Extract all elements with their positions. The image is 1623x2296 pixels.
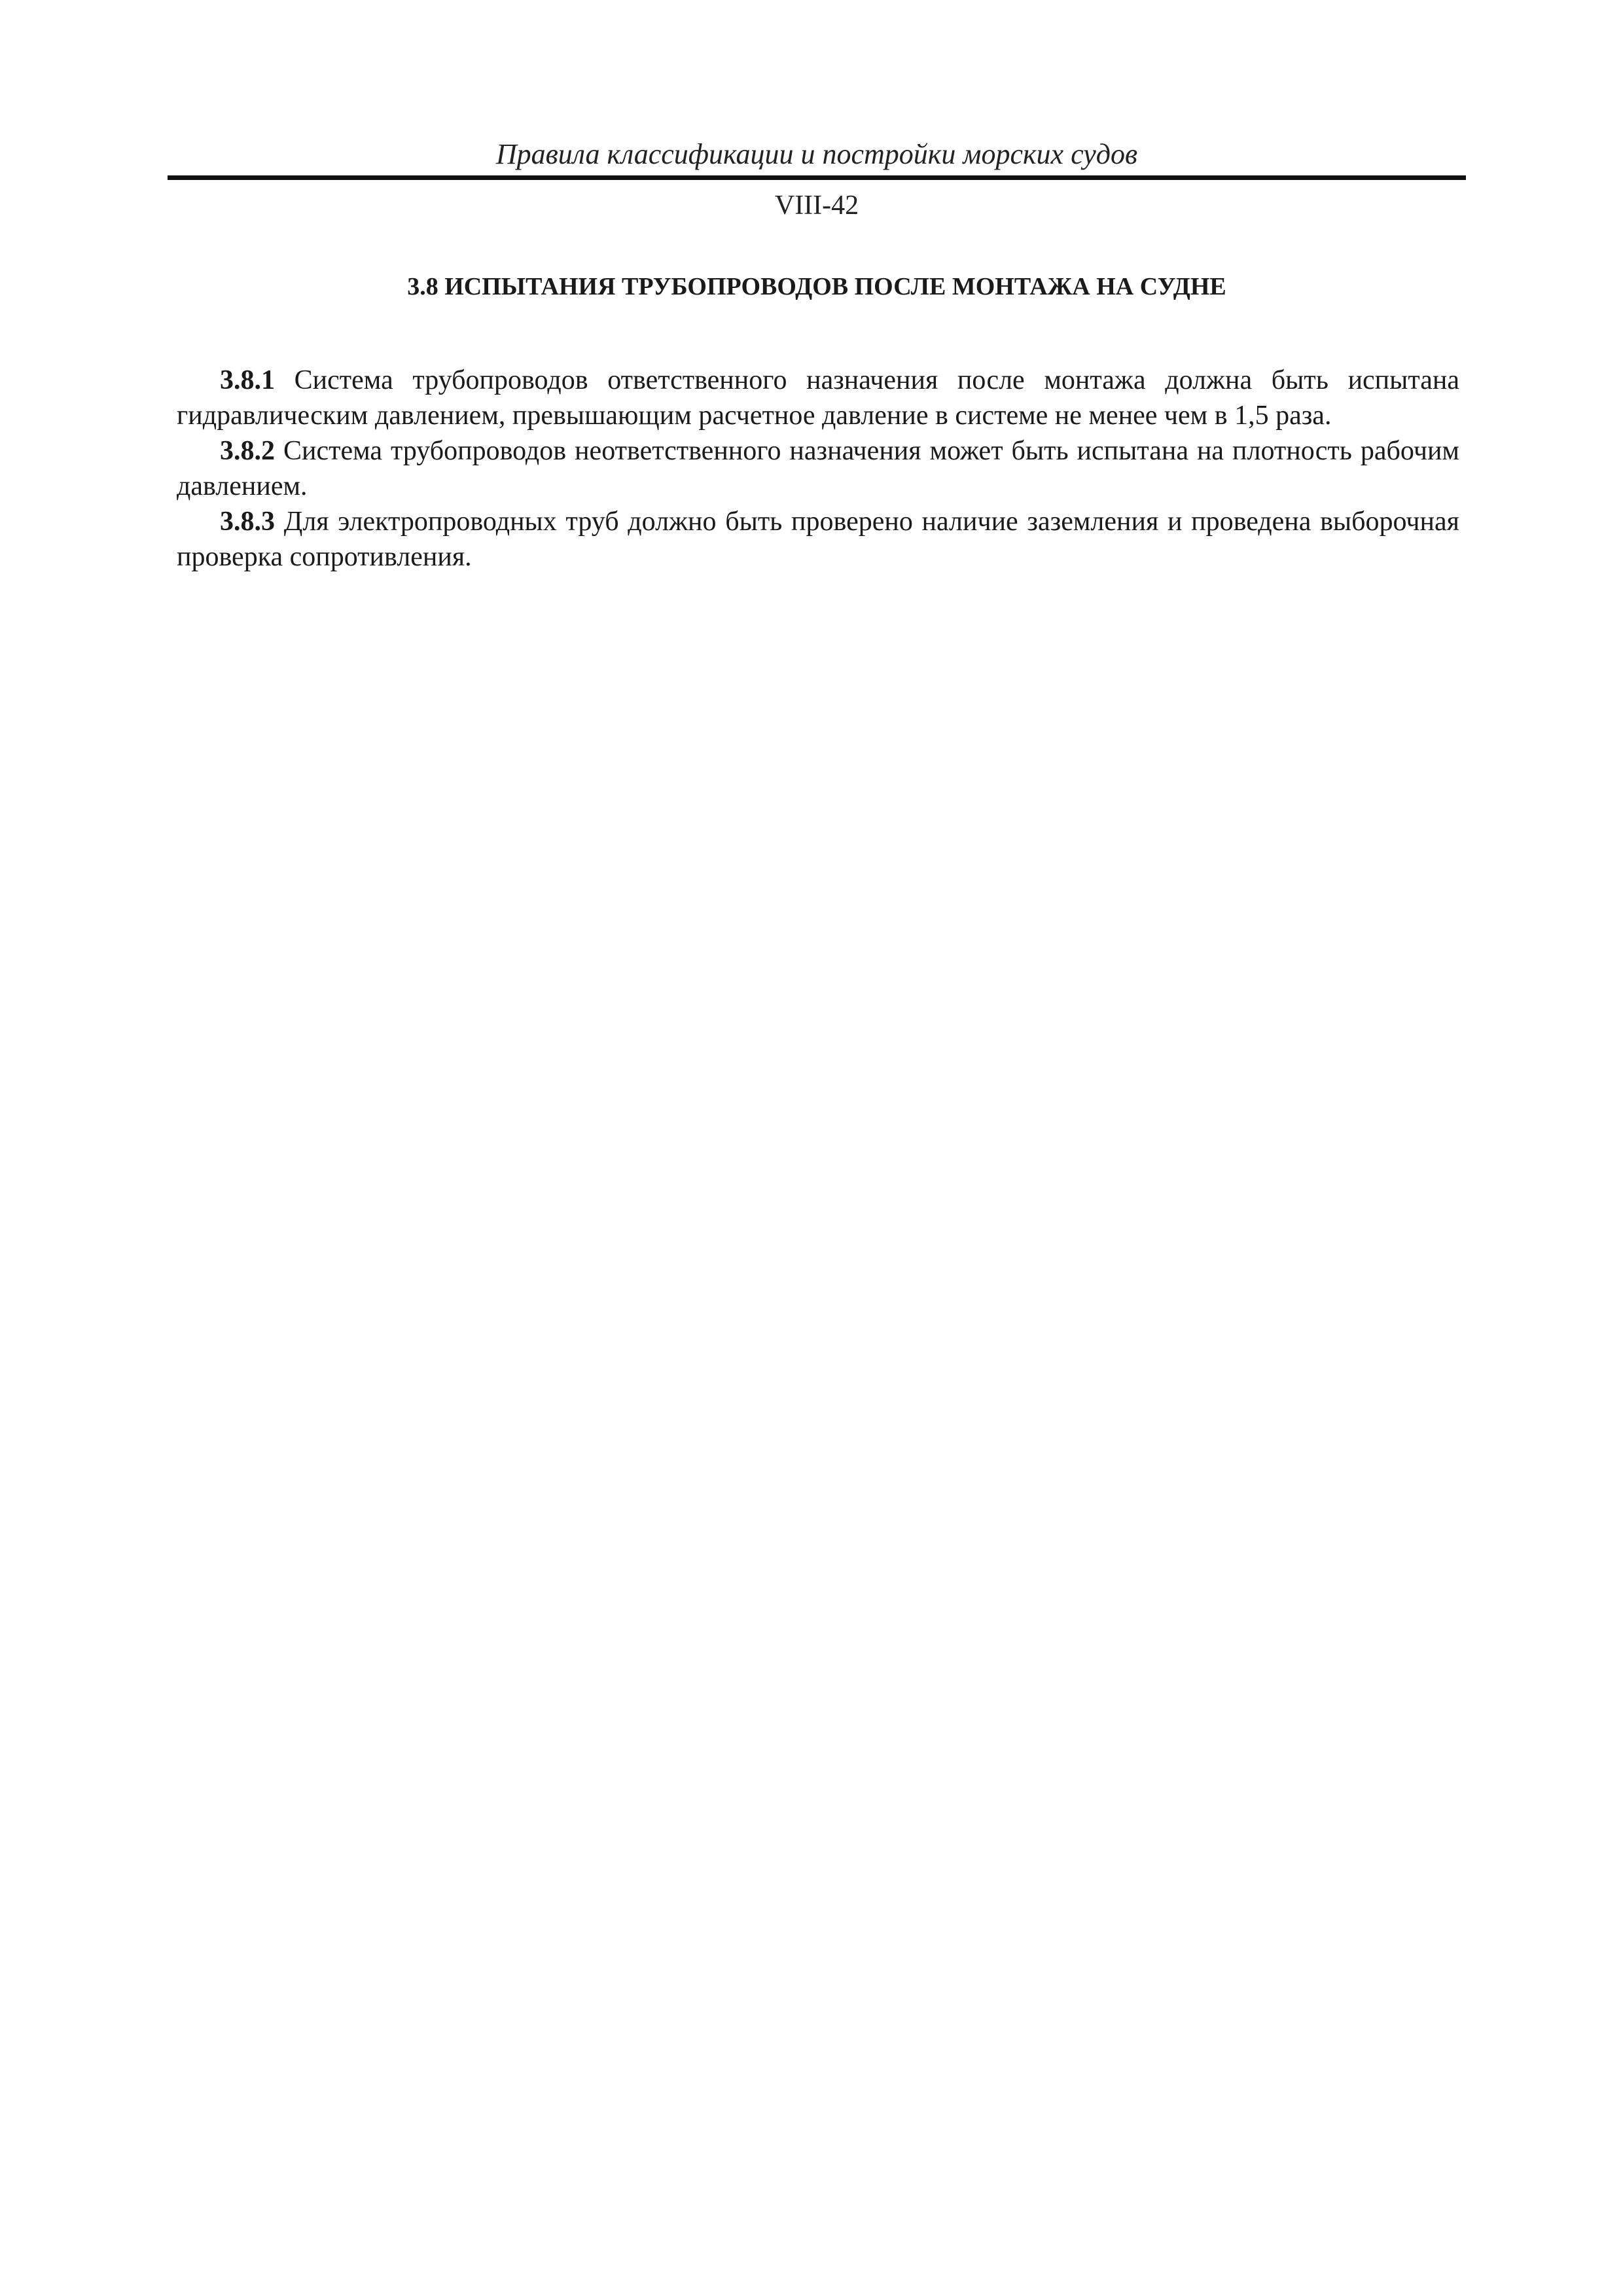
paragraph-text: Для электропроводных труб должно быть проверено наличие заземления и проведена выборочная проверка сопротивления.: [177, 507, 1459, 572]
section-heading: 3.8 ИСПЫТАНИЯ ТРУБОПРОВОДОВ ПОСЛЕ МОНТАЖА НА СУДНЕ: [407, 273, 1226, 300]
paragraph-3-8-2: [177, 433, 1459, 504]
running-header: Правила классификации и постройки морских судов: [495, 138, 1138, 170]
paragraph-3-8-1: [177, 363, 1459, 433]
header-divider: [168, 175, 1466, 180]
paragraph-number: 3.8.2: [220, 436, 275, 466]
paragraph-number: 3.8.3: [220, 507, 275, 537]
paragraph-number: 3.8.1: [220, 365, 275, 395]
paragraph-text: Система трубопроводов ответственного назначения после монтажа должна быть испытана гидравлическим давлением, превышающим расчетное давление в системе не менее чем в 1,5 раза.: [177, 365, 1460, 431]
section-body: [177, 363, 1459, 575]
paragraph-text: Система трубопроводов неответственного назначения может быть испытана на плотность рабочим давлением.: [177, 436, 1459, 501]
page-number: VIII-42: [774, 190, 859, 221]
paragraph-3-8-3: [177, 504, 1459, 575]
